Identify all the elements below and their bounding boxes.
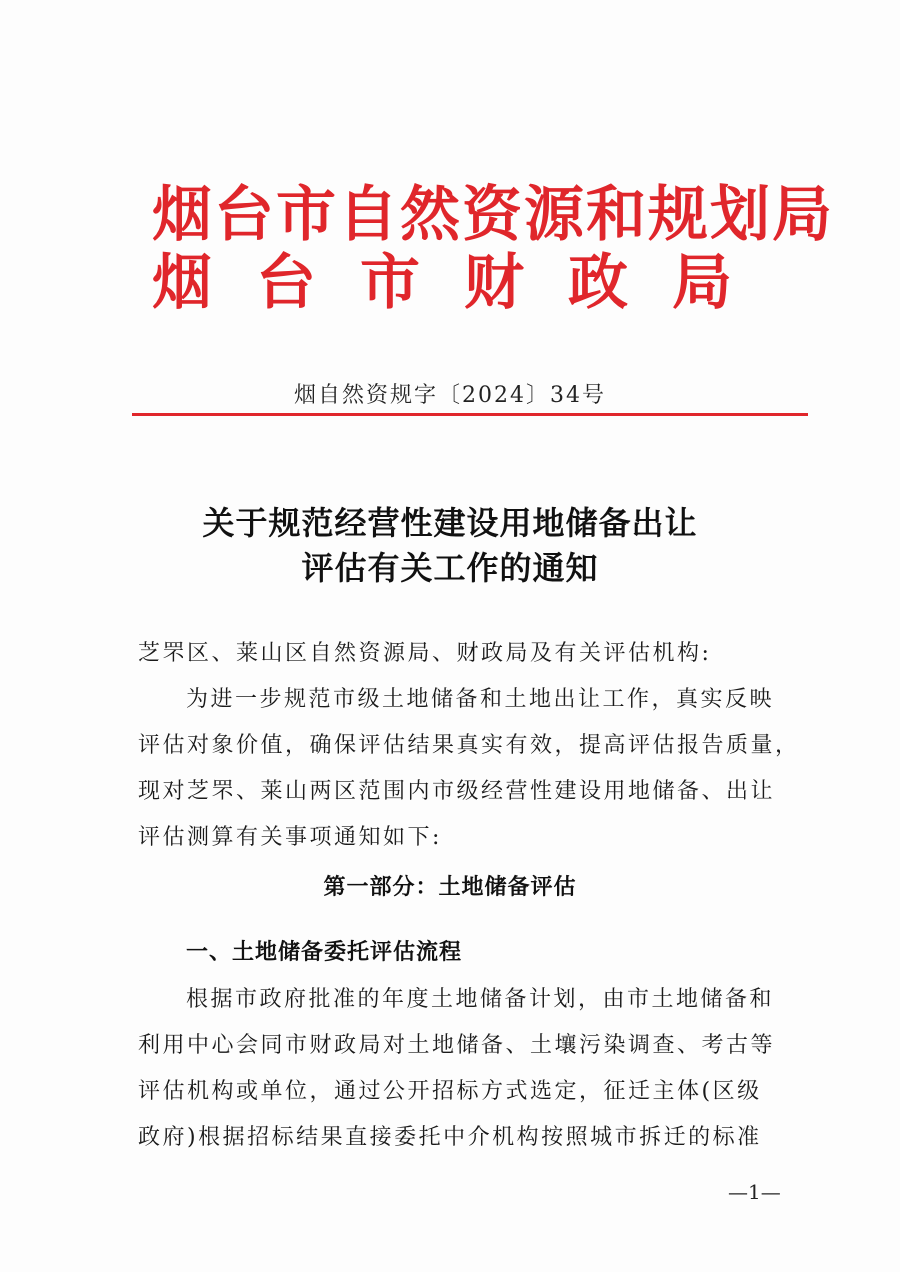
document-title-line-2: 评估有关工作的通知 [301,549,599,587]
red-divider-line [132,413,808,416]
intro-line: 为进一步规范市级土地储备和土地出让工作，真实反映 [186,687,775,712]
paragraph-line: 利用中心会同市财政局对土地储备、土壤污染调查、考古等 [138,1033,776,1058]
salutation: 芝罘区、莱山区自然资源局、财政局及有关评估机构: [138,641,712,666]
intro-line: 评估对象价值，确保评估结果真实有效，提高评估报告质量， [138,733,800,758]
paragraph-line: 根据市政府批准的年度土地储备计划，由市土地储备和 [186,987,775,1012]
section-heading: 第一部分：土地储备评估 [323,875,577,900]
issuer-line-2: 烟台市财政局 [152,248,776,318]
intro-line: 现对芝罘、莱山两区范围内市级经营性建设用地储备、出让 [138,779,776,804]
issuer-line-1: 烟台市自然资源和规划局 [152,180,834,250]
paragraph-line: 评估机构或单位，通过公开招标方式选定，征迁主体(区级 [138,1079,762,1104]
document-number: 烟自然资规字〔2024〕34号 [294,383,606,408]
document-title-line-1: 关于规范经营性建设用地储备出让 [202,504,698,542]
subsection-heading: 一、土地储备委托评估流程 [186,940,463,965]
paragraph-line: 政府)根据招标结果直接委托中介机构按照城市拆迁的标准 [138,1125,762,1150]
page-number: —1— [728,1180,781,1204]
intro-line: 评估测算有关事项通知如下: [138,825,442,850]
